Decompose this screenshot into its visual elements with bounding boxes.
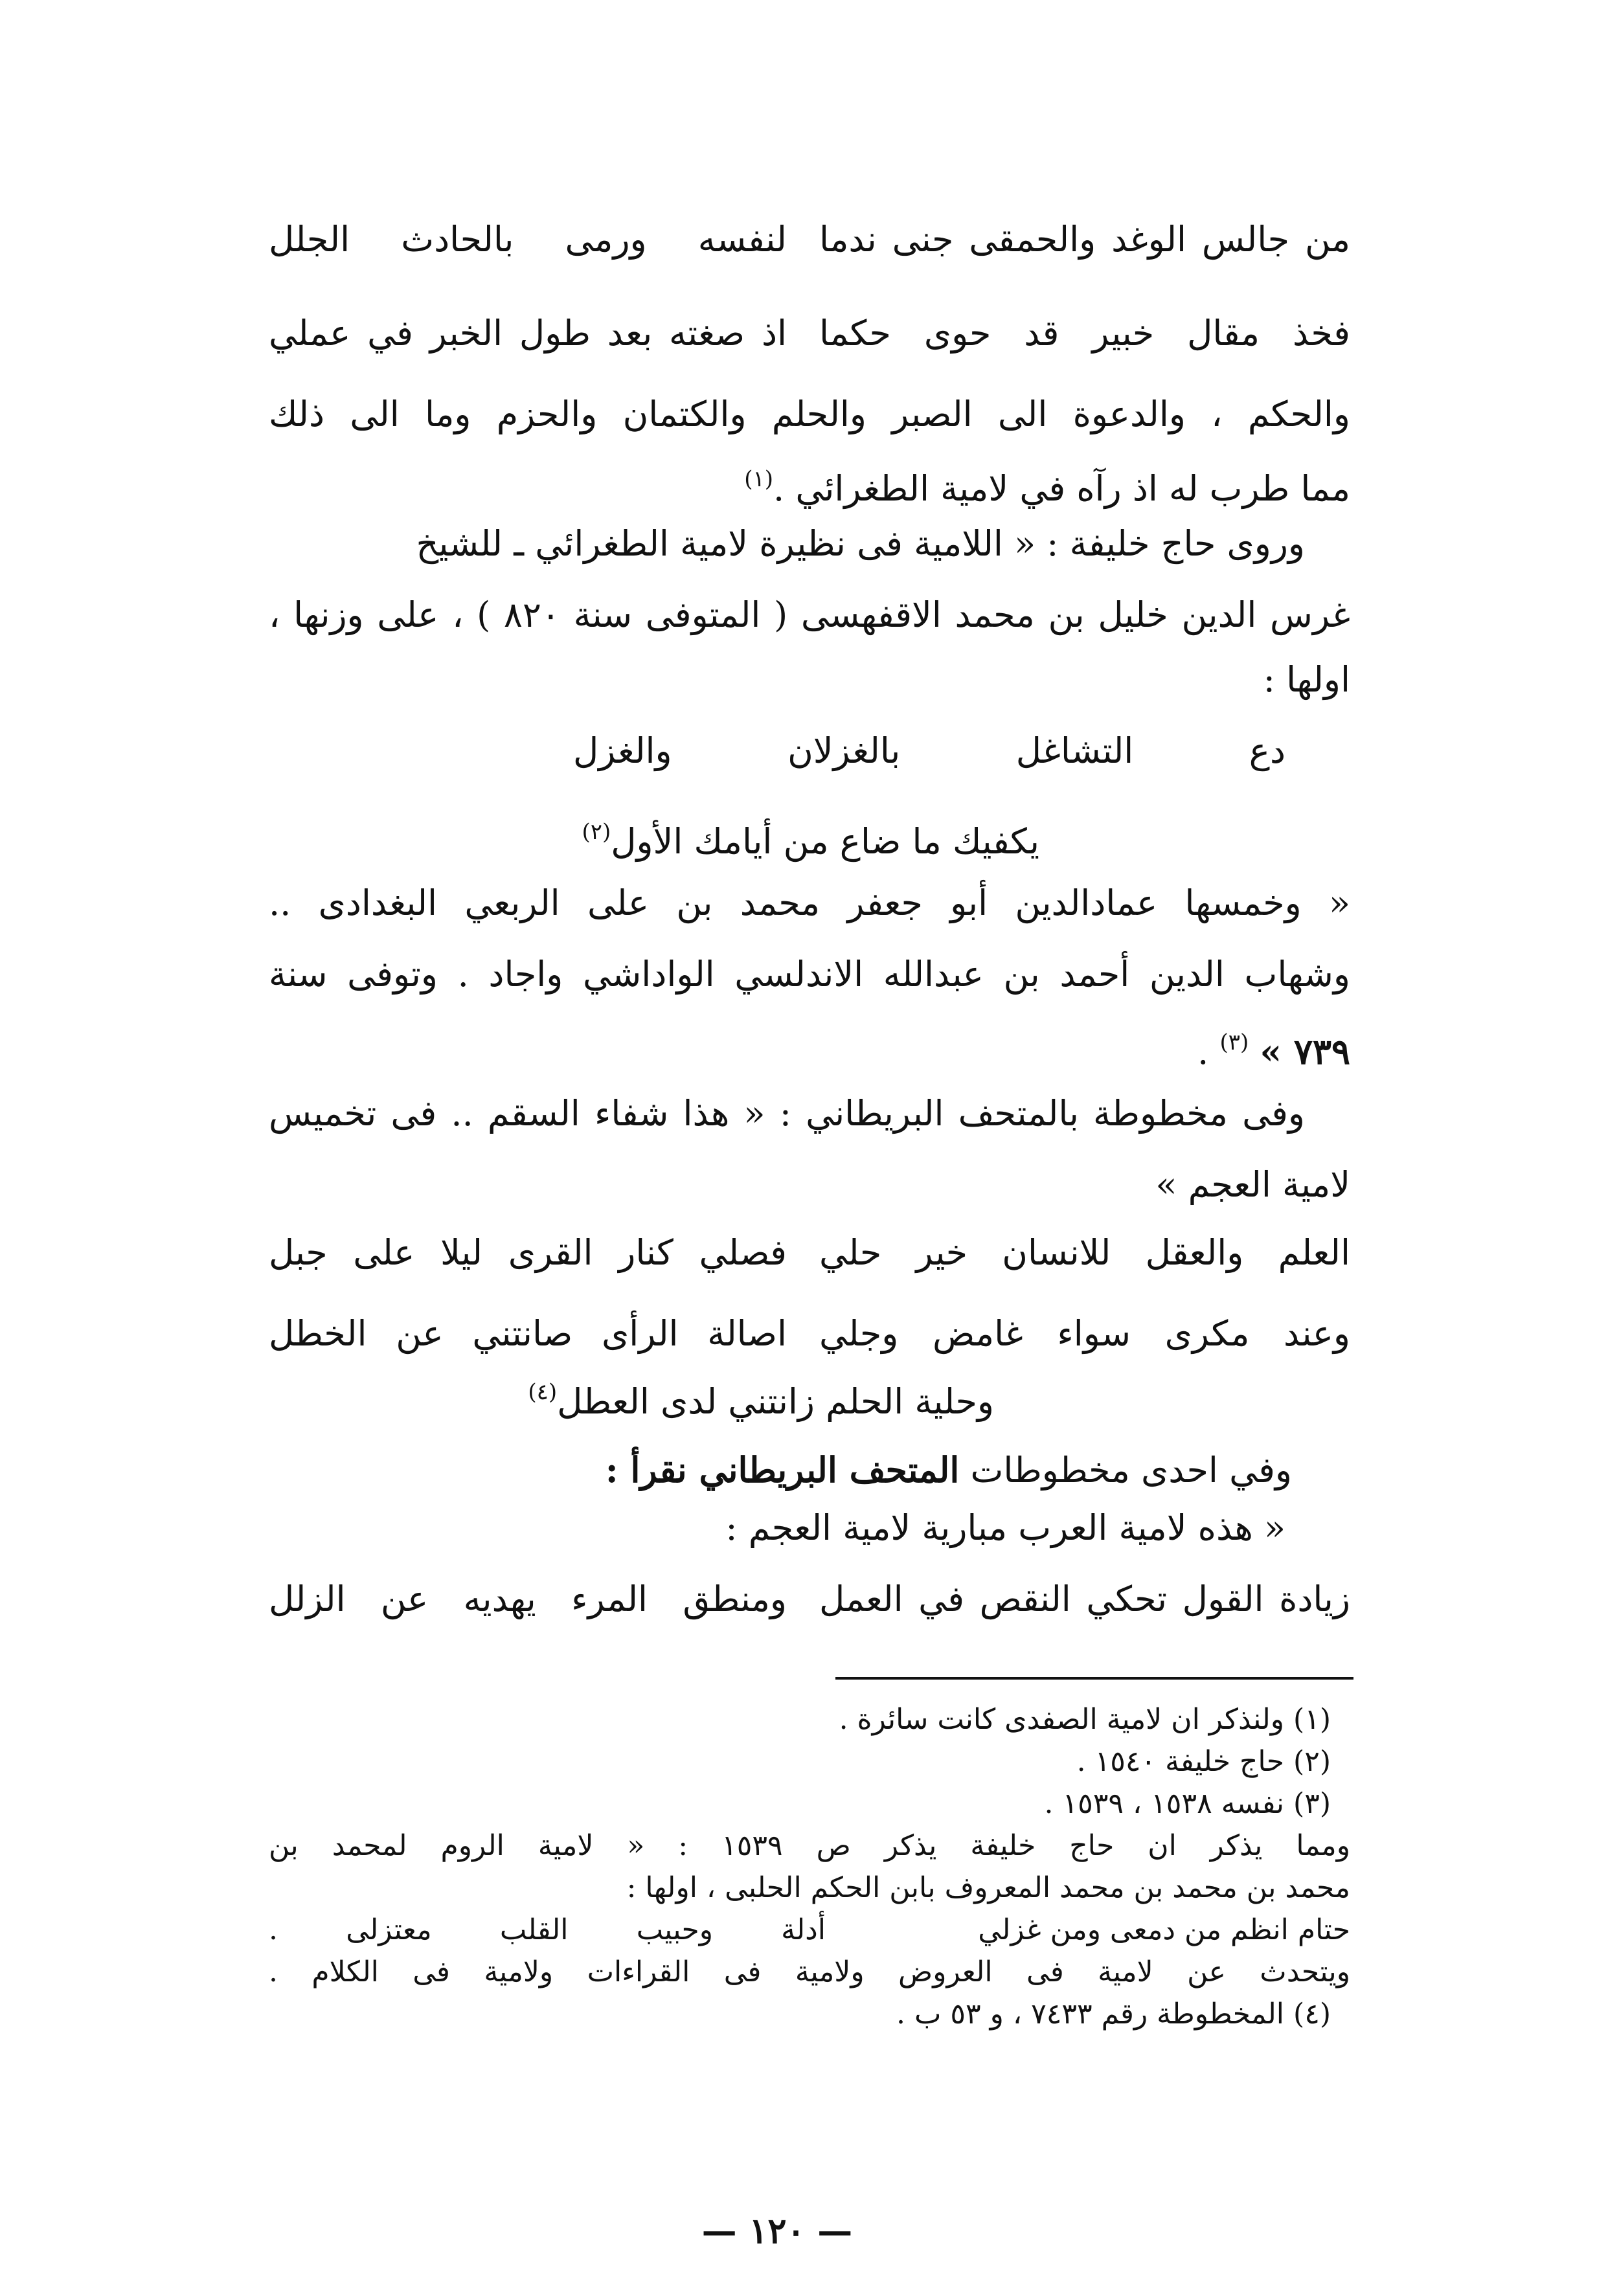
verse-first-hemistich: وعند مكرى سواء غامض وجلي	[819, 1313, 1350, 1354]
footnote-3: (٣) نفسه ١٥٣٨ ، ١٥٣٩ .	[1044, 1787, 1331, 1820]
body-text-line: « هذه لامية العرب مبارية لامية العجم :	[725, 1507, 1285, 1548]
verse-line	[269, 1227, 1350, 1279]
verse-line	[269, 214, 1350, 265]
footnote-marker: (١)	[744, 466, 774, 492]
body-text-line: وروى حاج خليفة : « اللامية فى نظيرة لامية الطغرائي ـ للشيخ	[416, 523, 1305, 564]
footnote-verse-first: حتام انظم من دمعى ومن غزلي	[978, 1913, 1350, 1946]
verse-second-hemistich: فصلي كنار القرى ليلا على جبل	[269, 1232, 787, 1273]
verse-second-hemistich	[269, 806, 1350, 868]
verse-line	[269, 1308, 1350, 1360]
body-text-line	[269, 1017, 1350, 1078]
footnote-marker: (٢)	[582, 819, 611, 845]
verse-first-hemistich: من جالس الوغد والحمقى جنى ندما	[819, 219, 1350, 260]
page-number: — ١٢٠ —	[701, 2210, 853, 2251]
verse-first-hemistich: دع التشاغل بالغزلان والغزل	[573, 730, 1285, 771]
body-text-line	[269, 1444, 1350, 1496]
verse-line	[269, 1573, 1350, 1625]
verse-line	[269, 308, 1350, 359]
body-text-line: « وخمسها عمادالدين أبو جعفر محمد بن على الربعي البغدادى ..	[269, 883, 1350, 923]
footnote-1: (١) ولنذكر ان لامية الصفدى كانت سائرة .	[839, 1703, 1331, 1736]
verse-text: وحلية الحلم زانتني لدى العطل	[557, 1381, 994, 1422]
body-text: مما طرب له اذ رآه في لامية الطغرائي .	[773, 468, 1350, 509]
verse-first-hemistich: زيادة القول تحكي النقص في العمل	[819, 1579, 1350, 1619]
body-text-line: وشهاب الدين أحمد بن عبدالله الاندلسي الواداشي واجاد . وتوفى سنة	[269, 954, 1350, 995]
footnote-4: (٤) المخطوطة رقم ٧٤٣٣ ، و ٥٣ ب .	[896, 1998, 1331, 2031]
verse-line	[269, 1366, 1350, 1428]
footnote-text-line: ومما يذكر ان حاج خليفة يذكر ص ١٥٣٩ : « لامية الروم لمحمد بن	[269, 1829, 1351, 1862]
verse-first-hemistich: فخذ مقال خبير قد حوى حكما	[819, 313, 1350, 354]
body-text-line: والحكم ، والدعوة الى الصبر والحلم والكتمان والحزم وما الى ذلك	[269, 394, 1350, 434]
footnote-text-line: ويتحدث عن لامية فى العروض ولامية فى القراءات ولامية فى الكلام .	[269, 1955, 1350, 1988]
body-text-line: وفى مخطوطة بالمتحف البريطاني : « هذا شفاء السقم .. فى تخميس	[269, 1093, 1305, 1134]
period: .	[1197, 1031, 1209, 1072]
body-text-line: لامية العجم »	[1155, 1164, 1350, 1205]
footnote-text-line: محمد بن محمد بن محمد المعروف بابن الحكم الحلبى ، اولها :	[626, 1871, 1350, 1904]
footnote-verse	[269, 1910, 1350, 1950]
footnote-marker: (٣)	[1219, 1030, 1249, 1055]
verse-text: يكفيك ما ضاع من أيامك الأول	[611, 821, 1039, 862]
body-text-line: اولها :	[1263, 659, 1350, 700]
verse-second-hemistich: ومنطق المرء يهديه عن الزلل	[269, 1579, 787, 1619]
year-text: ٧٣٩ »	[1260, 1031, 1350, 1072]
footnote-2: (٢) حاج خليفة ١٥٤٠ .	[1076, 1745, 1331, 1778]
footnote-separator	[835, 1677, 1353, 1680]
footnote-marker: (٤)	[528, 1379, 558, 1405]
verse-second-hemistich: اذ صغته بعد طول الخبر في عملي	[269, 313, 787, 354]
body-text: وفي احدى مخطوطات	[970, 1450, 1292, 1491]
verse-second-hemistich: اصالة الرأى صانتني عن الخطل	[269, 1313, 787, 1354]
verse-second-hemistich: لنفسه ورمى بالحادث الجلل	[269, 219, 787, 260]
body-text-line	[269, 453, 1350, 515]
body-text-bold: المتحف البريطاني نقرأ :	[605, 1449, 960, 1491]
verse-first-hemistich: العلم والعقل للانسان خير حلي	[819, 1232, 1350, 1273]
body-text-line: غرس الدين خليل بن محمد الاقفهسى ( المتوفى سنة ٨٢٠ ) ، على وزنها ،	[269, 594, 1350, 635]
footnote-verse-second: أدلة وحبيب القلب معتزلى .	[269, 1913, 826, 1946]
